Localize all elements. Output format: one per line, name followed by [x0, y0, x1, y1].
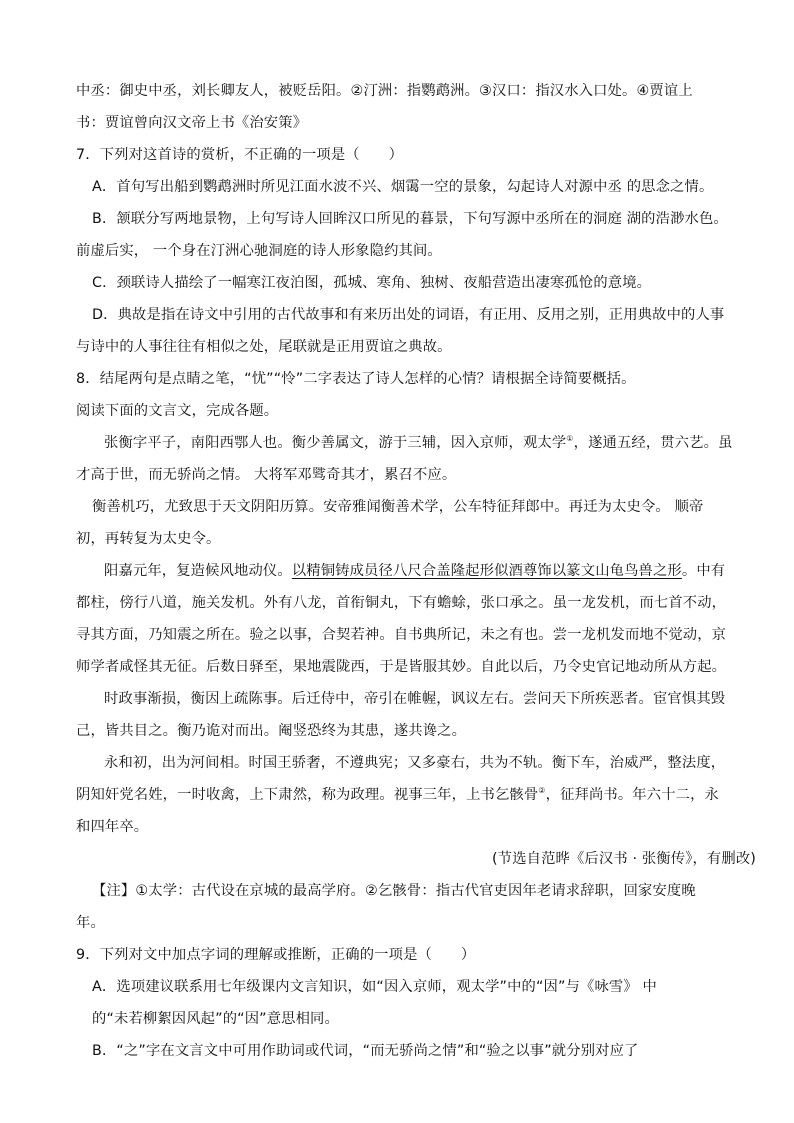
q7-option-b: B．颔联分写两地景物，上句写诗人回眸汉口所见的暮景，下句写源中丞所在的洞庭 湖的浩渺水色。: [92, 211, 728, 227]
question-8: 8．结尾两句是点睛之笔，“忧”“怜”二字表达了诗人怎样的心情？请根据全诗简要概括。: [76, 371, 636, 387]
footnote-marker-2: ②: [538, 786, 546, 795]
footnote-marker-1: ①: [566, 434, 574, 443]
q7-option-d: D．典故是指在诗文中引用的古代故事和有来历出处的词语，有正用、反用之别，正用典故中的人事: [92, 307, 725, 323]
note-line-1: 中丞：御史中丞，刘长卿友人，被贬岳阳。②汀洲：指鹦鹉洲。③汉口：指汉水入口处。④贾谊上: [76, 83, 693, 99]
question-7: 7．下列对这首诗的赏析，不正确的一项是（ ）: [76, 147, 404, 163]
q7-option-a: A．首句写出船到鹦鹉洲时所见江面水波不兴、烟霭一空的景象，勾起诗人对源中丞 的思念之情。: [92, 179, 714, 195]
q7-option-d-cont: 与诗中的人事往往有相似之处，尾联就是正用贾谊之典故。: [76, 339, 452, 355]
q9-option-b: B．“之”字在文言文中可用作助词或代词，“而无骄尚之情”和“验之以事”就分别对应了: [92, 1043, 639, 1059]
passage-p3-line-2: 都柱，傍行八道，施关发机。外有八龙，首衔铜丸，下有蟾蜍，张口承之。虽一龙发机，而七首不动，: [76, 595, 727, 611]
underlined-sentence: 以精铜铸成员径八尺合盖隆起形似酒尊饰以篆文山龟鸟兽之形: [291, 563, 682, 579]
q7-option-c: C．颈联诗人描绘了一幅寒江夜泊图，孤城、寒角、独树、夜船营造出凄寒孤怆的意境。: [92, 275, 652, 291]
passage-p2-line-1: 衡善机巧，尤致思于天文阴阳历算。安帝雅闻衡善术学，公车特征拜郎中。再迁为太史令。 顺帝: [92, 499, 704, 515]
passage-p3-line-1: 阳嘉元年，复造候风地动仪。以精铜铸成员径八尺合盖隆起形似酒尊饰以篆文山龟鸟兽之形。中有: [104, 563, 726, 579]
passage-p4-line-2: 己，皆共目之。衡乃诡对而出。阉竖恐终为其患，遂共谗之。: [76, 723, 467, 739]
passage-p3-line-3: 寻其方面，乃知震之所在。验之以事，合契若神。自书典所记，未之有也。尝一龙机发而地不觉动，京: [76, 627, 727, 643]
q9-option-a: A．选项建议联系用七年级课内文言知识，如“因入京师，观太学”中的“因”与《咏雪》 中: [92, 979, 657, 995]
question-9: 9．下列对文中加点字词的理解或推断，正确的一项是（ ）: [76, 947, 476, 963]
passage-p5-line-2: 阴知奸党名姓，一时收禽，上下肃然，称为政理。视事三年，上书乞骸骨②，征拜尚书。年六十二，永: [76, 786, 719, 803]
passage-p1-line-1: 张衡字平子，南阳西鄂人也。衡少善属文，游于三辅，因入京师，观太学①，遂通五经，贯六艺。虽: [104, 434, 733, 451]
note-line-2: 书：贾谊曾向汉文帝上书《治安策》: [76, 115, 308, 131]
passage-p2-line-2: 初，再转复为太史令。: [76, 531, 221, 547]
passage-p1-line-2: 才高于世，而无骄尚之情。 大将军邓骘奇其才，累召不应。: [76, 467, 457, 483]
q9-option-a-cont: 的“未若柳絮因风起”的“因”意思相同。: [92, 1011, 339, 1027]
passage-p3-line-4: 师学者咸怪其无征。后数日驿至，果地震陇西，于是皆服其妙。自此以后，乃令史官记地动所从方起。: [76, 659, 727, 675]
passage-p5-line-1: 永和初，出为河间相。时国王骄奢，不遵典宪；又多豪右，共为不轨。衡下车，治威严，整法度，: [104, 755, 726, 771]
q7-option-b-cont: 前虚后实， 一个身在汀洲心驰洞庭的诗人形象隐约其间。: [76, 243, 442, 259]
reading-instruction: 阅读下面的文言文，完成各题。: [76, 403, 279, 419]
annotation-line-1: 【注】①太学：古代设在京城的最高学府。②乞骸骨：指古代官吏因年老请求辞职，回家安度晚: [92, 883, 696, 899]
annotation-line-2: 年。: [76, 915, 105, 931]
passage-p4-line-1: 时政事渐损，衡因上疏陈事。后迁侍中，帝引在帷幄，讽议左右。尝问天下所疾恶者。宦官惧其毁: [104, 691, 726, 707]
passage-p5-line-3: 和四年卒。: [76, 819, 149, 835]
source-citation: (节选自范晔《后汉书 · 张衡传》，有删改): [492, 851, 756, 867]
